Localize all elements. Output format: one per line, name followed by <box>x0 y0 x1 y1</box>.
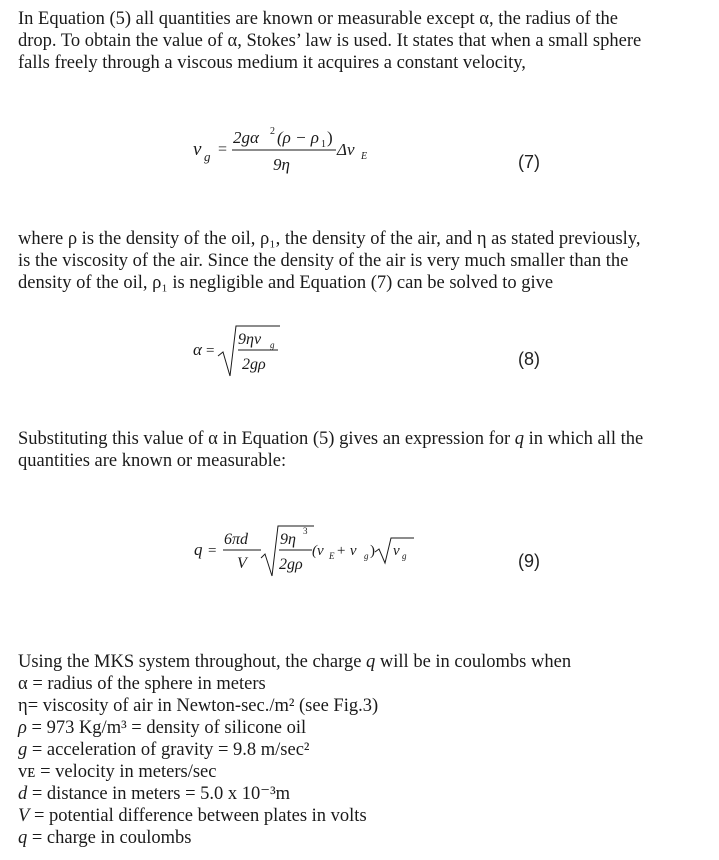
definition-symbol: η <box>18 696 28 716</box>
equation-9 <box>188 518 528 588</box>
substitution-line-2: quantities are known or measurable: <box>18 451 287 471</box>
definition-eta <box>18 695 718 717</box>
definition-q <box>18 827 718 849</box>
definition-symbol: vᴇ <box>18 762 36 782</box>
definition-alpha <box>18 673 718 695</box>
eq9-last-root: v <box>393 543 400 559</box>
units-intro-q: q <box>366 652 376 672</box>
eq7-tail: Δv <box>337 140 355 159</box>
eq9-root-den: 2gρ <box>279 556 303 573</box>
eq9-equals: = <box>208 543 217 559</box>
eq8-number: (8) <box>518 349 540 369</box>
eq8-num: 9ηv <box>238 331 262 348</box>
equation-8 <box>188 318 528 382</box>
units-paragraph <box>18 651 718 849</box>
eq8-num-sub: g <box>270 340 275 350</box>
eq9-paren-b: + v <box>336 543 357 559</box>
eq9-number: (9) <box>518 551 540 571</box>
definition-text: = radius of the sphere in meters <box>27 674 266 694</box>
definition-symbol: V <box>18 806 30 826</box>
density-paragraph <box>18 228 718 294</box>
eq7-number: (7) <box>518 152 540 172</box>
eq7-lhs-sub: g <box>204 149 211 164</box>
eq9-paren-c: ) <box>370 543 375 559</box>
eq9-last-sub: g <box>402 551 407 561</box>
definition-g <box>18 739 718 761</box>
eq8-equals: = <box>206 343 215 359</box>
eq7-lhs: v <box>193 139 202 160</box>
density-line-2: is the viscosity of the air. Since the density of the air is very much smaller than the <box>18 251 629 271</box>
definition-text: = 973 Kg/m³ = density of silicone oil <box>26 718 307 738</box>
definition-rho <box>18 717 718 739</box>
eq9-frac-num: 6πd <box>224 531 249 548</box>
definition-text: = velocity in meters/sec <box>35 762 217 782</box>
density-line-1: where ρ is the density of the oil, ρ₁, the density of the air, and η as stated previously, <box>18 229 641 249</box>
substitution-line-1b: in which all the <box>524 429 644 449</box>
units-intro-a: Using the MKS system throughout, the charge <box>18 652 367 672</box>
eq9-frac-den: V <box>237 555 247 572</box>
definition-d <box>18 783 718 805</box>
substitution-paragraph <box>18 428 718 472</box>
definition-text: = acceleration of gravity = 9.8 m/sec² <box>27 740 310 760</box>
eq7-equals: = <box>218 141 228 158</box>
density-line-3: density of the oil, ρ₁ is negligible and Equation (7) can be solved to give <box>18 273 554 293</box>
definition-symbol: d <box>18 784 28 804</box>
units-intro-b: will be in coulombs when <box>375 652 572 672</box>
eq9-paren-sub1: E <box>329 551 335 561</box>
eq7-num-b: (ρ − ρ <box>277 128 319 147</box>
eq8-den: 2gρ <box>242 356 266 373</box>
definition-text: = charge in coulombs <box>27 828 192 848</box>
definition-ve <box>18 761 718 783</box>
intro-line-1: In Equation (5) all quantities are known or measurable except α, the radius of the <box>18 9 618 29</box>
eq7-num-c: ) <box>327 128 333 147</box>
eq9-paren-sub2: g <box>364 551 369 561</box>
eq9-paren-a: (v <box>312 543 324 559</box>
eq8-lhs: α <box>193 340 202 359</box>
units-intro <box>18 651 718 673</box>
substitution-q: q <box>514 429 525 449</box>
definition-symbol: q <box>18 828 28 848</box>
equation-7 <box>185 118 525 188</box>
definition-symbol: α <box>18 674 28 694</box>
definition-text: = viscosity of air in Newton-sec./m² (see Fig.3) <box>27 696 379 716</box>
definition-v <box>18 805 718 827</box>
substitution-line-1a: Substituting this value of α in Equation (5) gives an expression for <box>18 429 515 449</box>
substitution-line-1 <box>18 428 718 450</box>
intro-line-2: drop. To obtain the value of α, Stokes’ law is used. It states that when a small sphere <box>18 31 642 51</box>
eq9-lhs: q <box>194 540 203 559</box>
definition-text: = potential difference between plates in volts <box>29 806 367 826</box>
definition-text: = distance in meters = 5.0 x 10⁻³m <box>27 784 291 804</box>
eq9-root-sup: 3 <box>303 526 308 536</box>
intro-paragraph <box>18 8 718 74</box>
eq7-num-sup: 2 <box>270 126 275 137</box>
eq7-num-sub: 1 <box>321 139 326 150</box>
definition-symbol: g <box>18 740 28 760</box>
intro-line-3: falls freely through a viscous medium it acquires a constant velocity, <box>18 53 526 73</box>
eq7-den: 9η <box>273 155 290 174</box>
definition-symbol: ρ <box>18 718 27 738</box>
eq7-tail-sub: E <box>361 151 368 162</box>
eq9-root-num: 9η <box>280 531 296 548</box>
eq7-num-a: 2gα <box>233 128 259 147</box>
